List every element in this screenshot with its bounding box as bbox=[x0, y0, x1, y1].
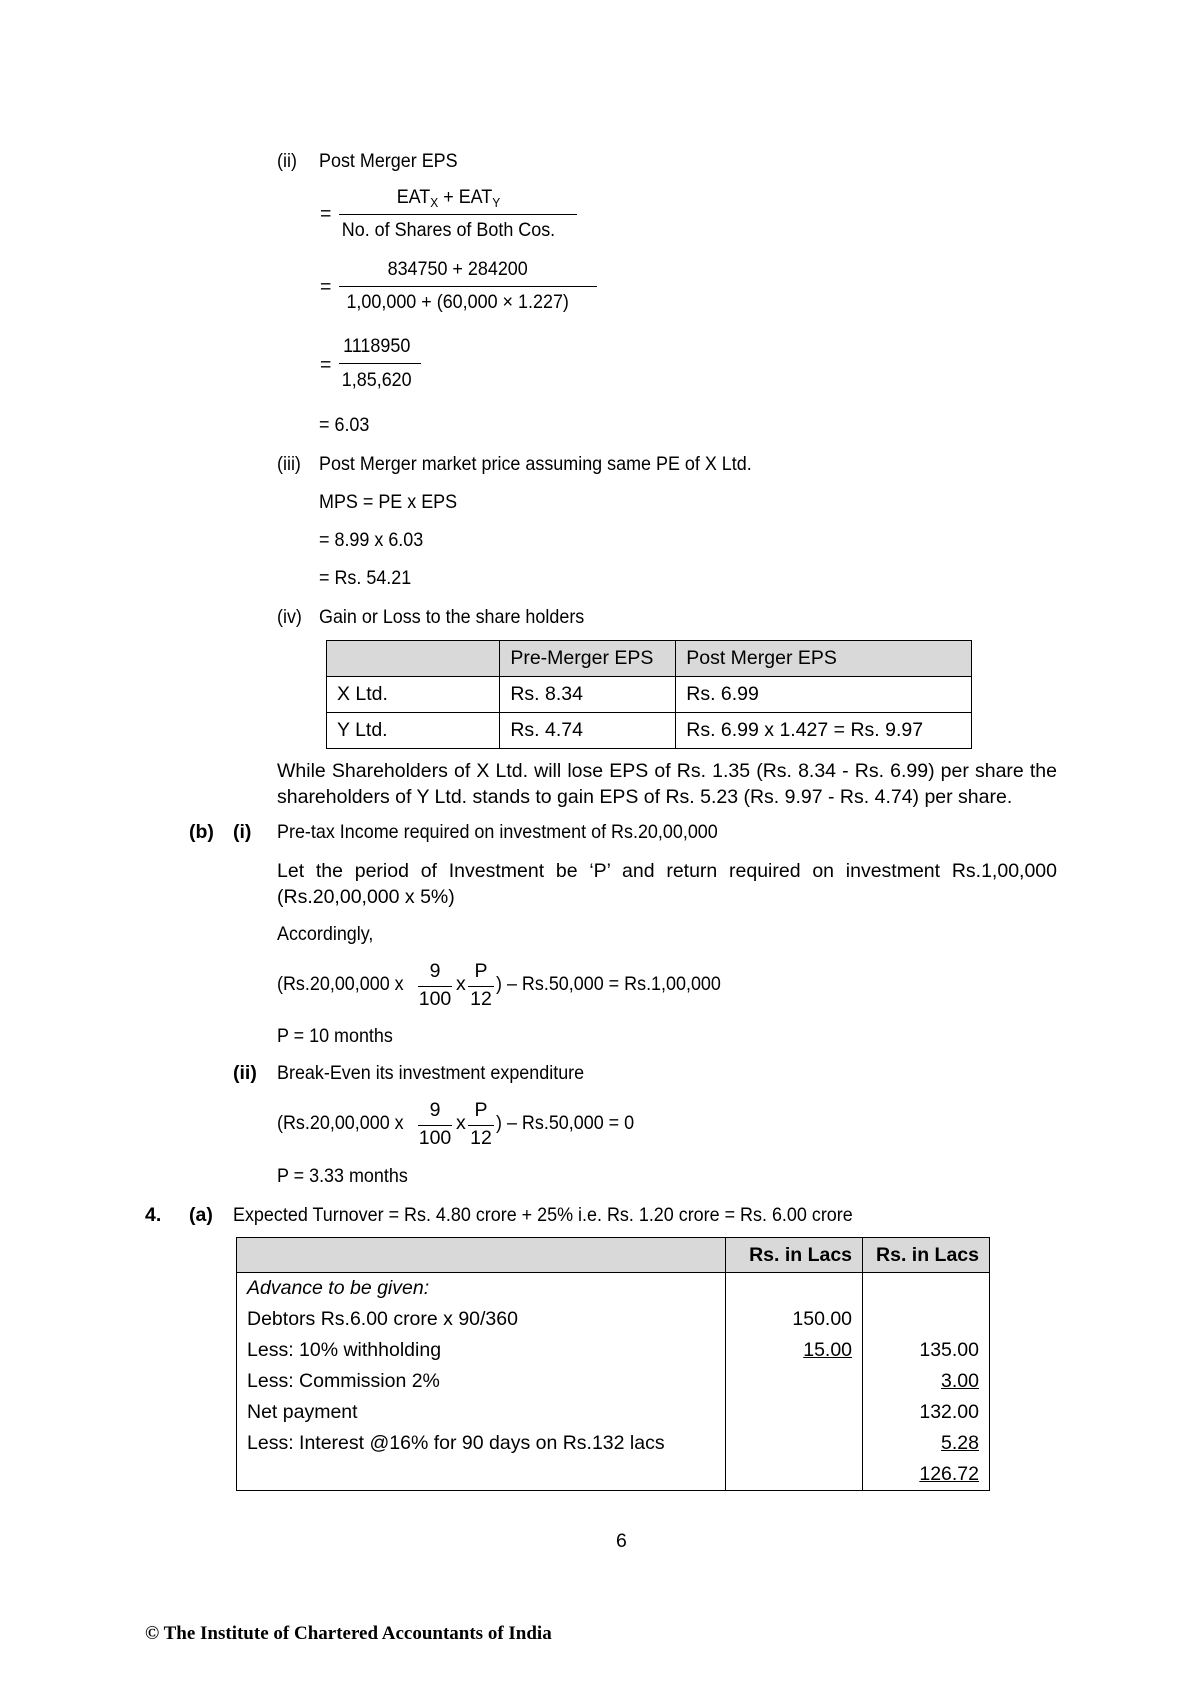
subscript-y: Y bbox=[492, 195, 501, 210]
table-cell: Less: Interest @16% for 90 days on Rs.132 lacs bbox=[237, 1428, 726, 1459]
fraction-denominator: 12 bbox=[470, 1126, 492, 1149]
table-row bbox=[237, 1428, 990, 1459]
multiply-sign: x bbox=[456, 973, 466, 995]
table-header-cell: Rs. in Lacs bbox=[726, 1238, 863, 1273]
table-header-row bbox=[237, 1238, 990, 1273]
fraction-9-100 bbox=[418, 1101, 452, 1148]
fraction-numerator: P bbox=[474, 960, 488, 982]
table-cell bbox=[726, 1459, 863, 1491]
equals-sign: = bbox=[320, 203, 332, 225]
footer-copyright: © The Institute of Chartered Accountants of India bbox=[145, 1623, 552, 1644]
mps-formula: MPS = PE x EPS bbox=[319, 491, 458, 513]
table-cell bbox=[863, 1273, 990, 1305]
table-row bbox=[237, 1459, 990, 1491]
page-number: 6 bbox=[616, 1530, 627, 1552]
fraction-numerator: 9 bbox=[429, 960, 441, 982]
fraction-p-12 bbox=[468, 1101, 494, 1148]
period-result: P = 10 months bbox=[277, 1025, 393, 1047]
fraction-denominator bbox=[339, 287, 576, 313]
break-even-result: P = 3.33 months bbox=[277, 1165, 408, 1187]
fraction-denominator: 1,85,620 bbox=[341, 368, 412, 391]
denominator-part-a: 1,00,000 + (60,000 bbox=[346, 290, 498, 313]
factoring-advance-table bbox=[236, 1237, 990, 1491]
table-row bbox=[327, 677, 972, 713]
accordingly-text: Accordingly, bbox=[277, 923, 374, 945]
table-cell bbox=[726, 1397, 863, 1428]
equation-prefix: (Rs.20,00,000 x bbox=[277, 973, 404, 995]
table-cell: Rs. 8.34 bbox=[500, 677, 676, 713]
heading-gain-loss: Gain or Loss to the share holders bbox=[319, 606, 585, 628]
table-cell bbox=[726, 1428, 863, 1459]
table-cell bbox=[237, 1459, 726, 1491]
expected-turnover-text: Expected Turnover = Rs. 4.80 crore + 25% i.e. Rs. 1.20 crore = Rs. 6.00 crore bbox=[233, 1204, 853, 1226]
table-cell: Less: Commission 2% bbox=[237, 1366, 726, 1397]
table-cell: 3.00 bbox=[941, 1370, 979, 1392]
equals-sign: = bbox=[320, 276, 332, 298]
table-row bbox=[237, 1273, 990, 1305]
equation-suffix: ) – Rs.50,000 = Rs.1,00,000 bbox=[496, 973, 721, 995]
table-cell: X Ltd. bbox=[327, 677, 500, 713]
table-row bbox=[237, 1366, 990, 1397]
table-header-cell: Pre-Merger EPS bbox=[500, 641, 676, 677]
fraction-computation bbox=[339, 260, 597, 312]
fraction-denominator: 100 bbox=[418, 987, 452, 1010]
fraction-result bbox=[339, 337, 421, 390]
equation-suffix: ) – Rs.50,000 = 0 bbox=[496, 1112, 635, 1134]
section-label-b: (b) bbox=[189, 821, 214, 843]
table-row bbox=[237, 1304, 990, 1335]
table-cell: Less: 10% withholding bbox=[237, 1335, 726, 1366]
table-cell: Net payment bbox=[237, 1397, 726, 1428]
equation-prefix: (Rs.20,00,000 x bbox=[277, 1112, 404, 1134]
fraction-numerator: P bbox=[474, 1099, 488, 1121]
table-cell: 132.00 bbox=[863, 1397, 990, 1428]
times-sign: × bbox=[502, 290, 514, 313]
plus-sign: + bbox=[443, 186, 454, 208]
heading-post-merger-market-price: Post Merger market price assuming same PE of X Ltd. bbox=[319, 453, 752, 475]
fraction-eat bbox=[339, 188, 577, 241]
fraction-p-12 bbox=[468, 962, 494, 1009]
fraction-denominator: No. of Shares of Both Cos. bbox=[341, 219, 556, 241]
fraction-numerator: 1118950 bbox=[343, 335, 411, 357]
item-label-iii: (iii) bbox=[277, 453, 301, 475]
mps-computation: = 8.99 x 6.03 bbox=[319, 529, 424, 551]
table-row bbox=[327, 713, 972, 749]
table-cell: 150.00 bbox=[726, 1304, 863, 1335]
heading-break-even: Break-Even its investment expenditure bbox=[277, 1062, 585, 1084]
eps-result: = 6.03 bbox=[319, 414, 370, 436]
table-cell: 5.28 bbox=[941, 1432, 979, 1454]
table-row bbox=[237, 1397, 990, 1428]
table-cell bbox=[863, 1304, 990, 1335]
table-cell bbox=[726, 1273, 863, 1305]
multiply-sign: x bbox=[456, 1112, 466, 1134]
table-header-cell bbox=[327, 641, 500, 677]
item-label-b-ii: (ii) bbox=[233, 1062, 257, 1084]
fraction-denominator: 100 bbox=[418, 1126, 452, 1149]
table-cell: Rs. 6.99 x 1.427 = Rs. 9.97 bbox=[676, 713, 972, 749]
table-cell: Rs. 4.74 bbox=[500, 713, 676, 749]
table-cell: Advance to be given: bbox=[237, 1273, 726, 1305]
question-number: 4. bbox=[145, 1204, 162, 1226]
mps-result: = Rs. 54.21 bbox=[319, 567, 412, 589]
table-header-cell: Post Merger EPS bbox=[676, 641, 972, 677]
table-row bbox=[237, 1335, 990, 1366]
section-label-a: (a) bbox=[189, 1204, 213, 1226]
item-label-b-i: (i) bbox=[233, 821, 252, 843]
table-cell: Rs. 6.99 bbox=[676, 677, 972, 713]
fraction-9-100 bbox=[418, 962, 452, 1009]
heading-post-merger-eps: Post Merger EPS bbox=[319, 150, 458, 172]
heading-pretax-income: Pre-tax Income required on investment of Rs.20,00,000 bbox=[277, 821, 718, 843]
fraction-numerator bbox=[339, 188, 558, 214]
subscript-x: X bbox=[430, 195, 439, 210]
table-cell: 15.00 bbox=[803, 1339, 853, 1361]
fraction-numerator: 9 bbox=[429, 1099, 441, 1121]
table-cell: 126.72 bbox=[919, 1463, 979, 1485]
table-header-cell bbox=[237, 1238, 726, 1273]
item-label-ii: (ii) bbox=[277, 150, 297, 172]
table-header-cell: Rs. in Lacs bbox=[863, 1238, 990, 1273]
table-cell: Y Ltd. bbox=[327, 713, 500, 749]
eat-x: EAT bbox=[396, 186, 431, 208]
fraction-numerator: 834750 + 284200 bbox=[387, 258, 528, 280]
item-label-iv: (iv) bbox=[277, 606, 302, 628]
equals-sign: = bbox=[320, 354, 332, 376]
table-cell: Debtors Rs.6.00 crore x 90/360 bbox=[237, 1304, 726, 1335]
fraction-denominator: 12 bbox=[470, 987, 492, 1010]
eps-comparison-table bbox=[326, 640, 972, 749]
table-cell: 135.00 bbox=[863, 1335, 990, 1366]
eat-y: EAT bbox=[458, 186, 493, 208]
investment-period-paragraph: Let the period of Investment be ‘P’ and return required on investment Rs.1,00,000 (Rs.20,00,000 x 5%) bbox=[277, 860, 1057, 908]
eps-note-paragraph: While Shareholders of X Ltd. will lose EPS of Rs. 1.35 (Rs. 8.34 - Rs. 6.99) per share the shareholders of Y Ltd. stands to gain EPS of Rs. 5.23 (Rs. 9.97 - Rs. 4.74) per share. bbox=[277, 760, 1057, 808]
table-header-row bbox=[327, 641, 972, 677]
denominator-part-b: 1.227) bbox=[518, 290, 569, 313]
table-cell bbox=[726, 1366, 863, 1397]
